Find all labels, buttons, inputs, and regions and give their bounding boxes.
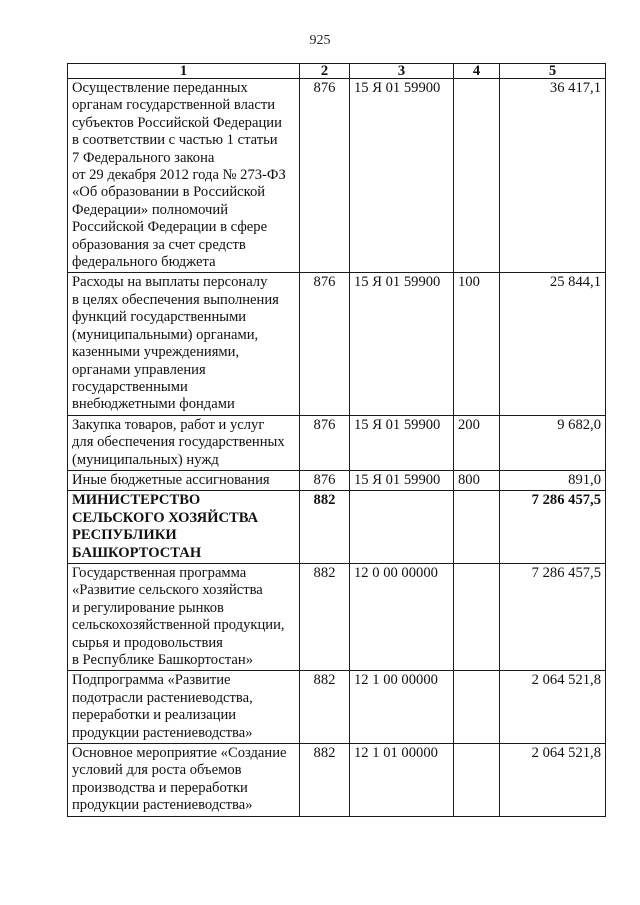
row-article: 12 1 00 00000 [350, 671, 454, 744]
row-code: 882 [300, 671, 350, 744]
row-amount: 25 844,1 [500, 273, 606, 415]
row-expense-type [454, 744, 500, 817]
header-col-3: 3 [350, 64, 454, 79]
row-code: 882 [300, 744, 350, 817]
row-amount: 891,0 [500, 470, 606, 490]
budget-table [67, 63, 606, 817]
header-col-4: 4 [454, 64, 500, 79]
row-expense-type [454, 79, 500, 273]
table-row [68, 273, 606, 415]
row-name-cell [68, 273, 300, 415]
row-article: 15 Я 01 59900 [350, 273, 454, 415]
table-row [68, 563, 606, 670]
table-row [68, 744, 606, 817]
row-name-cell [68, 491, 300, 564]
row-expense-type: 100 [454, 273, 500, 415]
row-name: Основное мероприятие «Создание условий для роста объемов производства и переработки продукции растениеводства» [72, 745, 287, 814]
row-name-cell [68, 671, 300, 744]
row-name: Подпрограмма «Развитие подотрасли растениеводства, переработки и реализации продукции растениеводства» [72, 672, 253, 741]
row-code: 882 [300, 491, 350, 564]
row-name: Осуществление переданных органам государственной власти субъектов Российской Федерации в соответствии с частью 1 статьи 7 Федерального закона от 29 декабря 2012 года № 273-ФЗ «Об образовании в Российской Федерации» полномочий Российской Федерации в сфере образования за счет средств федерального бюджета [72, 80, 286, 271]
row-expense-type: 200 [454, 415, 500, 470]
table-row [68, 671, 606, 744]
row-amount: 7 286 457,5 [500, 491, 606, 564]
row-name: Закупка товаров, работ и услуг для обеспечения государственных (муниципальных) нужд [72, 416, 285, 468]
row-article: 15 Я 01 59900 [350, 79, 454, 273]
row-code: 876 [300, 415, 350, 470]
row-name-cell [68, 563, 300, 670]
header-col-2: 2 [300, 64, 350, 79]
header-col-1: 1 [68, 64, 300, 79]
row-amount: 2 064 521,8 [500, 671, 606, 744]
row-name-cell [68, 470, 300, 490]
row-code: 876 [300, 470, 350, 490]
row-name: Расходы на выплаты персоналу в целях обеспечения выполнения функций государственными (муниципальными) органами, казенными учреждениями, органами управления государственными внебюджетными фондами [72, 274, 279, 413]
row-article: 12 1 01 00000 [350, 744, 454, 817]
header-col-5: 5 [500, 64, 606, 79]
row-name: Иные бюджетные ассигнования [72, 471, 270, 488]
row-code: 876 [300, 273, 350, 415]
row-name-cell [68, 744, 300, 817]
row-name: МИНИСТЕРСТВО СЕЛЬСКОГО ХОЗЯЙСТВА РЕСПУБЛИКИ БАШКОРТОСТАН [72, 492, 259, 561]
row-expense-type [454, 491, 500, 564]
table-row-ministry [68, 491, 606, 564]
row-amount: 36 417,1 [500, 79, 606, 273]
table-row [68, 470, 606, 490]
row-article: 15 Я 01 59900 [350, 415, 454, 470]
table-row [68, 79, 606, 273]
row-name-cell [68, 415, 300, 470]
row-article: 12 0 00 00000 [350, 563, 454, 670]
row-expense-type: 800 [454, 470, 500, 490]
row-article: 15 Я 01 59900 [350, 470, 454, 490]
row-expense-type [454, 671, 500, 744]
row-amount: 7 286 457,5 [500, 563, 606, 670]
table-header-row [68, 64, 606, 79]
page-number: 925 [309, 33, 331, 48]
row-code: 882 [300, 563, 350, 670]
table-row [68, 415, 606, 470]
row-code: 876 [300, 79, 350, 273]
row-name: Государственная программа «Развитие сельского хозяйства и регулирование рынков сельскохозяйственной продукции, сырья и продовольствия в Республике Башкортостан» [72, 564, 285, 668]
row-article [350, 491, 454, 564]
row-amount: 9 682,0 [500, 415, 606, 470]
row-expense-type [454, 563, 500, 670]
row-name-cell [68, 79, 300, 273]
row-amount: 2 064 521,8 [500, 744, 606, 817]
